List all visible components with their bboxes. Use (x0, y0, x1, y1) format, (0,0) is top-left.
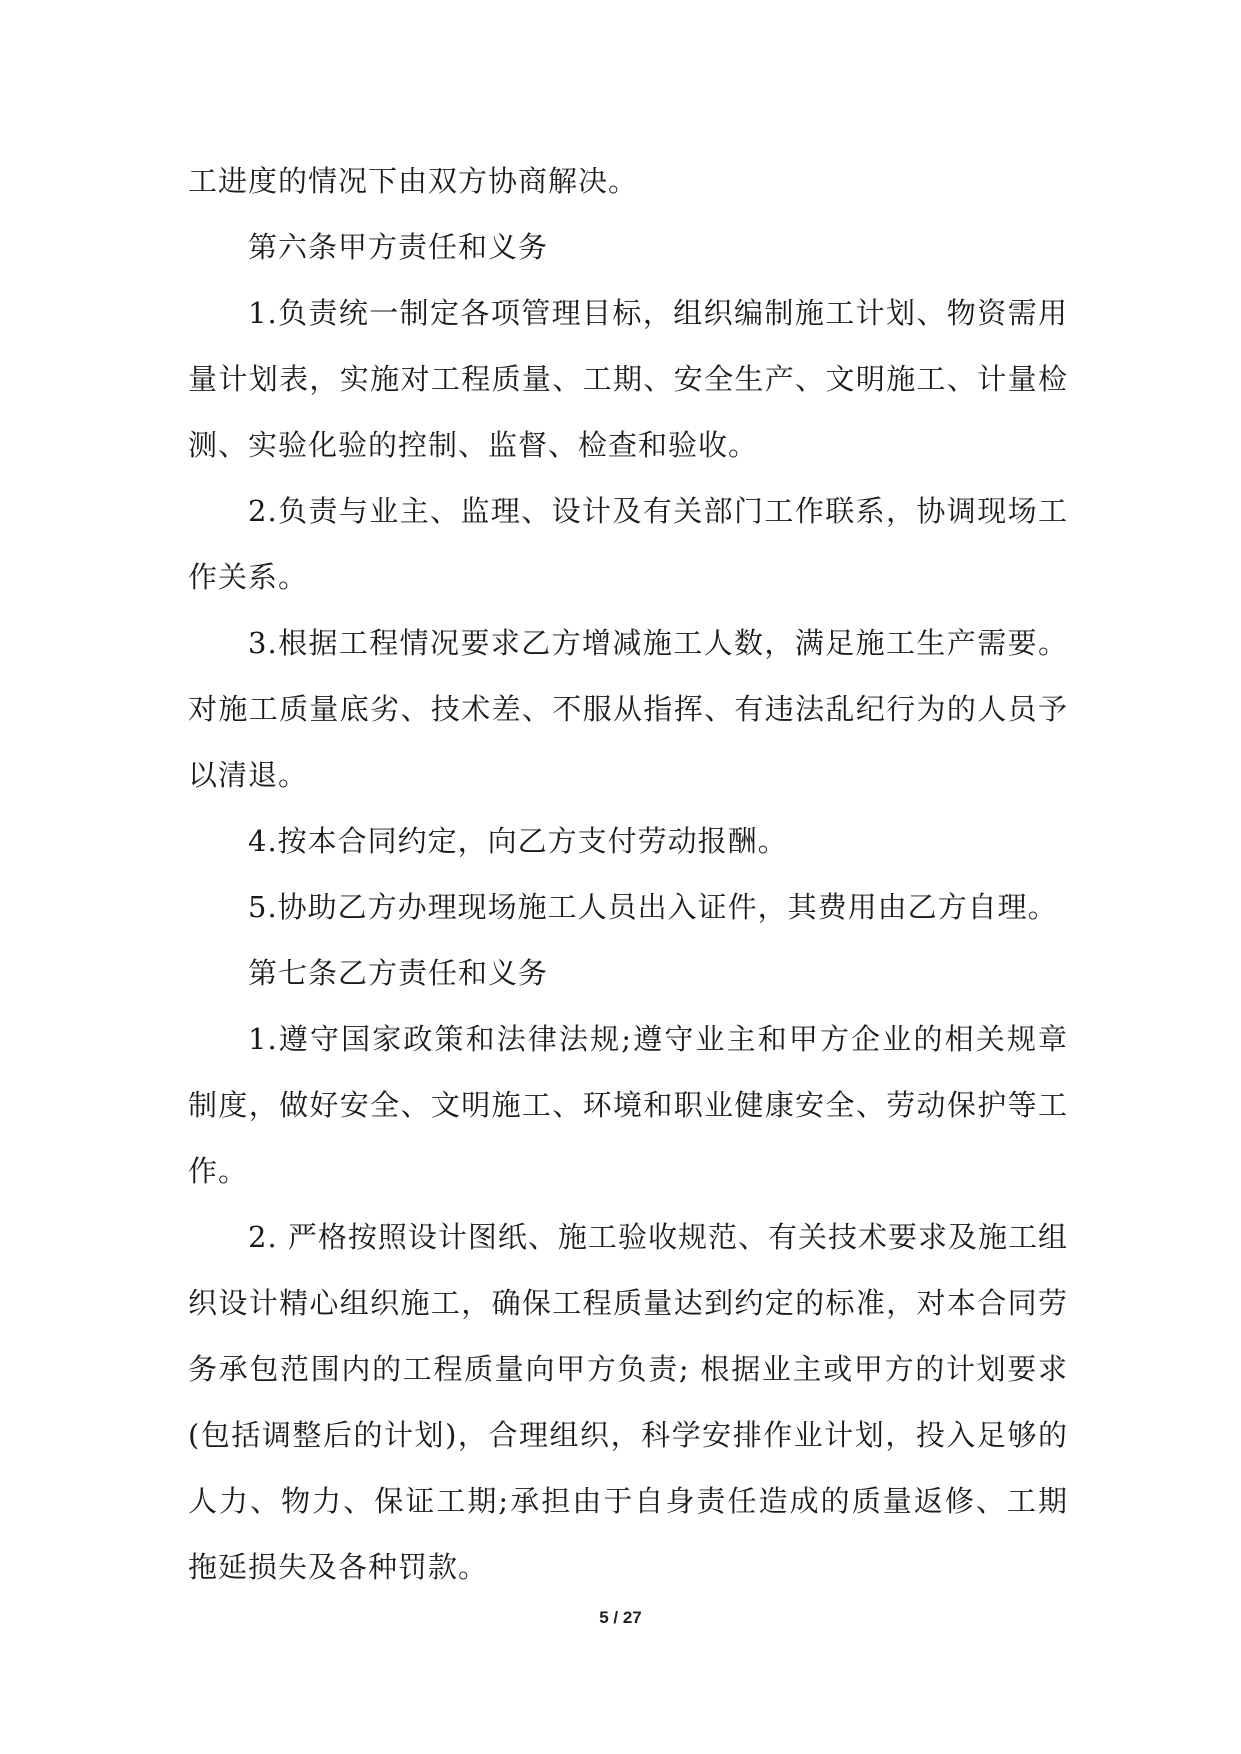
article-7-clause-2: 2. 严格按照设计图纸、施工验收规范、有关技术要求及施工组织设计精心组织施工，确保工程质量达到约定的标准，对本合同劳务承包范围内的工程质量向甲方负责; 根据业主或甲方的计划要求(包括调整后的计划)，合理组织，科学安排作业计划，投入足够的人力、物力、保证工期;承担由于自身责任造成的质量返修、工期拖延损失及各种罚款。 (188, 1220, 1068, 1584)
article-6-clause-4: 4.按本合同约定，向乙方支付劳动报酬。 (248, 824, 788, 858)
article-7-clause-1: 1.遵守国家政策和法律法规;遵守业主和甲方企业的相关规章制度，做好安全、文明施工、环境和职业健康安全、劳动保护等工作。 (188, 1022, 1068, 1188)
article-7-heading: 第七条乙方责任和义务 (248, 956, 549, 990)
page-number: 5 / 27 (599, 1608, 642, 1627)
article-6-clause-2: 2.负责与业主、监理、设计及有关部门工作联系，协调现场工作关系。 (188, 494, 1068, 594)
article-6-heading: 第六条甲方责任和义务 (248, 230, 549, 264)
document-body (188, 148, 1068, 1600)
article-6-clause-3: 3.根据工程情况要求乙方增减施工人数，满足施工生产需要。对施工质量底劣、技术差、不服从指挥、有违法乱纪行为的人员予以清退。 (188, 626, 1068, 792)
article-6-clause-5: 5.协助乙方办理现场施工人员出入证件，其费用由乙方自理。 (248, 890, 1058, 924)
article-6-clause-1: 1.负责统一制定各项管理目标，组织编制施工计划、物资需用量计划表，实施对工程质量、工期、安全生产、文明施工、计量检测、实验化验的控制、监督、检查和验收。 (188, 296, 1068, 462)
paragraph-continuation: 工进度的情况下由双方协商解决。 (188, 164, 639, 198)
